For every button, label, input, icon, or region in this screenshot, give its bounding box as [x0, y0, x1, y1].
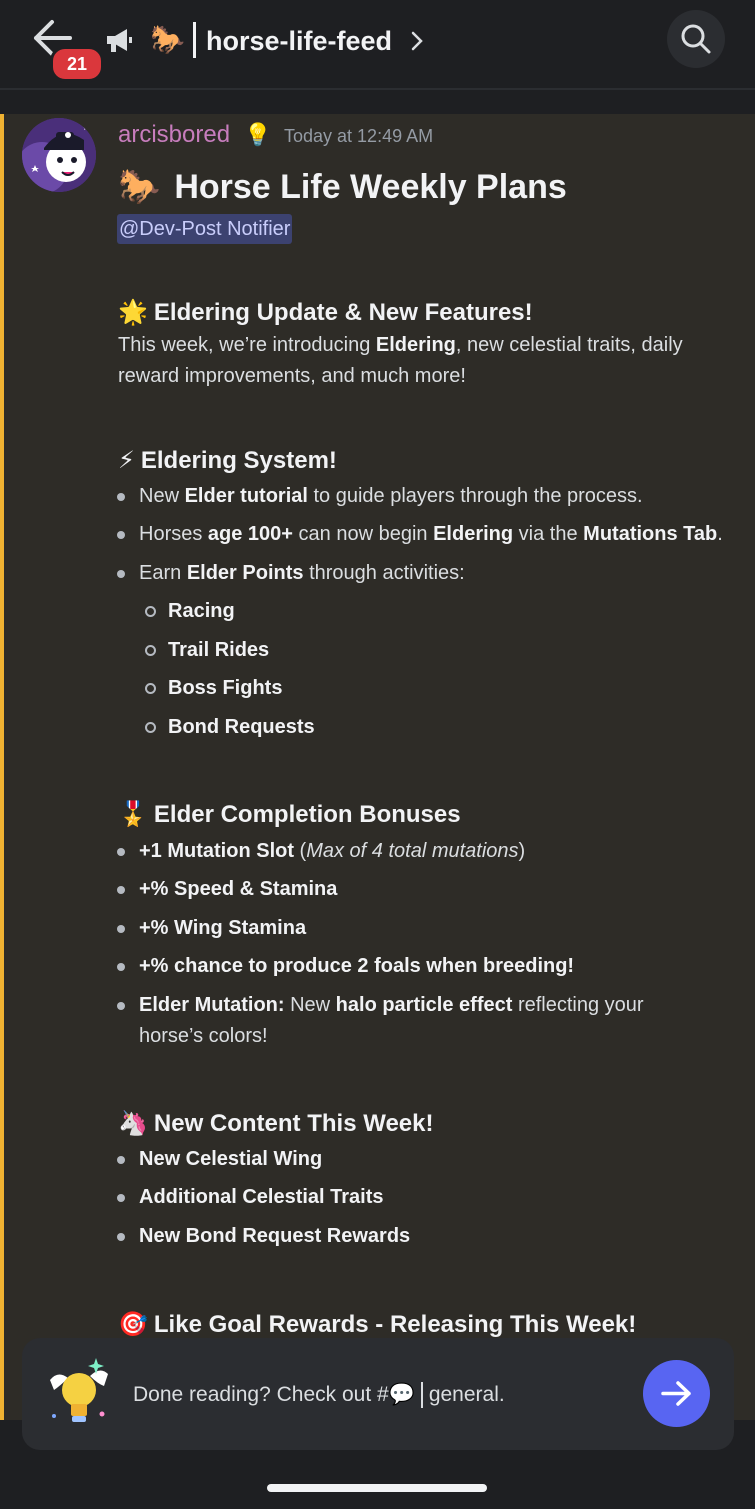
list-item [139, 990, 699, 1052]
search-icon [680, 23, 712, 55]
text: . [717, 523, 723, 545]
intro-paragraph [118, 330, 738, 392]
bold-text: New Bond Request Rewards [139, 1225, 411, 1247]
speech-bubble-emoji: 💬 [388, 1383, 415, 1406]
bold-text: Eldering [375, 334, 456, 356]
text: general. [428, 1383, 505, 1406]
author-role-icon: 💡 [244, 122, 272, 147]
bold-text: +% Wing Stamina [139, 917, 307, 939]
heading-text: Eldering System! [140, 447, 337, 474]
list-item [139, 951, 739, 982]
unread-badge: 21 [50, 46, 104, 82]
bold-text: Mutations Tab [583, 523, 718, 545]
text: through activities: [303, 562, 465, 584]
bullet-icon [117, 963, 125, 971]
channel-emoji: 🐎 [150, 24, 185, 55]
target-emoji: 🎯 [118, 1311, 148, 1338]
done-reading-banner[interactable] [22, 1338, 734, 1450]
bullet-icon [117, 1233, 125, 1241]
home-indicator[interactable] [267, 1484, 487, 1492]
bold-text: +% chance to produce 2 foals when breeding! [139, 955, 575, 977]
bold-text: Additional Celestial Traits [139, 1186, 384, 1208]
section-heading-elder-bonuses [118, 798, 461, 832]
bold-text: Elder tutorial [184, 485, 308, 507]
list-item [139, 1144, 739, 1175]
banner-text [133, 1380, 505, 1410]
channel-header [0, 0, 755, 90]
text: Horses [139, 523, 208, 545]
bullet-icon [117, 531, 125, 539]
list-item [139, 558, 739, 589]
horse-emoji: 🐎 [118, 168, 161, 206]
unicorn-emoji: 🦄 [118, 1110, 148, 1137]
channel-name[interactable]: horse-life-feed [206, 26, 393, 56]
bullet-icon [117, 1194, 125, 1202]
announcement-channel-icon [103, 24, 135, 56]
list-item [139, 1182, 739, 1213]
text: New [284, 994, 336, 1016]
arrow-right-icon [659, 1376, 694, 1411]
bold-text: Elder Mutation: [139, 994, 285, 1016]
section-heading-eldering-system [118, 444, 337, 478]
sub-list-item: Trail Rides [168, 639, 270, 661]
heading-text: Like Goal Rewards - Releasing This Week! [153, 1311, 637, 1338]
bold-text: Elder Points [186, 562, 304, 584]
text: Earn [139, 562, 187, 584]
sub-list-item: Racing [168, 600, 235, 622]
chevron-right-icon[interactable] [410, 30, 424, 52]
avatar[interactable] [22, 118, 96, 192]
bold-text: halo particle effect [335, 994, 513, 1016]
text: to guide players through the process. [307, 485, 643, 507]
star-emoji: 🌟 [118, 299, 148, 326]
message-title [118, 164, 567, 210]
sub-bullet-icon [145, 606, 156, 617]
text: New [139, 485, 185, 507]
go-to-channel-button[interactable] [643, 1360, 710, 1427]
search-button[interactable] [667, 10, 725, 68]
sub-bullet-icon [145, 683, 156, 694]
bold-text: age 100+ [207, 523, 293, 545]
title-text: Horse Life Weekly Plans [174, 168, 567, 206]
text: can now begin [292, 523, 434, 545]
sub-bullet-icon [145, 645, 156, 656]
heading-text: Eldering Update & New Features! [153, 299, 533, 326]
bullet-icon [117, 925, 125, 933]
channel-divider [193, 22, 196, 58]
sub-bullet-icon [145, 722, 156, 733]
bullet-icon [117, 886, 125, 894]
medal-emoji: 🎖️ [118, 801, 148, 828]
role-mention[interactable]: @Dev-Post Notifier [117, 214, 292, 244]
italic-text: Max of 4 total mutations [306, 840, 519, 862]
text: reflecting your horse’s colors! [139, 994, 644, 1047]
bold-text: +1 Mutation Slot [139, 840, 294, 862]
bullet-icon [117, 848, 125, 856]
text: ) [518, 840, 526, 862]
list-item [139, 1221, 739, 1252]
avatar-image [22, 118, 96, 192]
section-heading-eldering-update [118, 296, 533, 330]
list-item [139, 481, 739, 512]
text: via the [513, 523, 584, 545]
sub-list-item: Bond Requests [168, 716, 315, 738]
bullet-icon [117, 570, 125, 578]
text: , new celestial traits, daily reward improvements, and much more! [118, 334, 683, 387]
list-item [139, 874, 739, 905]
list-item [139, 836, 739, 867]
bold-text: +% Speed & Stamina [139, 878, 338, 900]
section-heading-like-goal [118, 1308, 636, 1342]
author-name[interactable]: arcisbored [118, 121, 231, 148]
text: ( [294, 840, 307, 862]
lightbulb-wings-icon [44, 1356, 114, 1434]
text: Done reading? Check out # [133, 1383, 389, 1406]
list-item [139, 519, 755, 550]
section-heading-new-content [118, 1107, 433, 1141]
channel-divider [421, 1382, 423, 1408]
message-timestamp: Today at 12:49 AM [284, 126, 434, 146]
heading-text: Elder Completion Bonuses [153, 801, 461, 828]
text: This week, we’re introducing [118, 334, 376, 356]
lightning-emoji: ⚡ [118, 447, 135, 474]
bullet-icon [117, 1156, 125, 1164]
bold-text: New Celestial Wing [139, 1148, 323, 1170]
heading-text: New Content This Week! [153, 1110, 434, 1137]
list-item [139, 913, 739, 944]
bullet-icon [117, 1002, 125, 1010]
bold-text: Eldering [433, 523, 514, 545]
sub-list-item: Boss Fights [168, 677, 283, 699]
bullet-icon [117, 493, 125, 501]
